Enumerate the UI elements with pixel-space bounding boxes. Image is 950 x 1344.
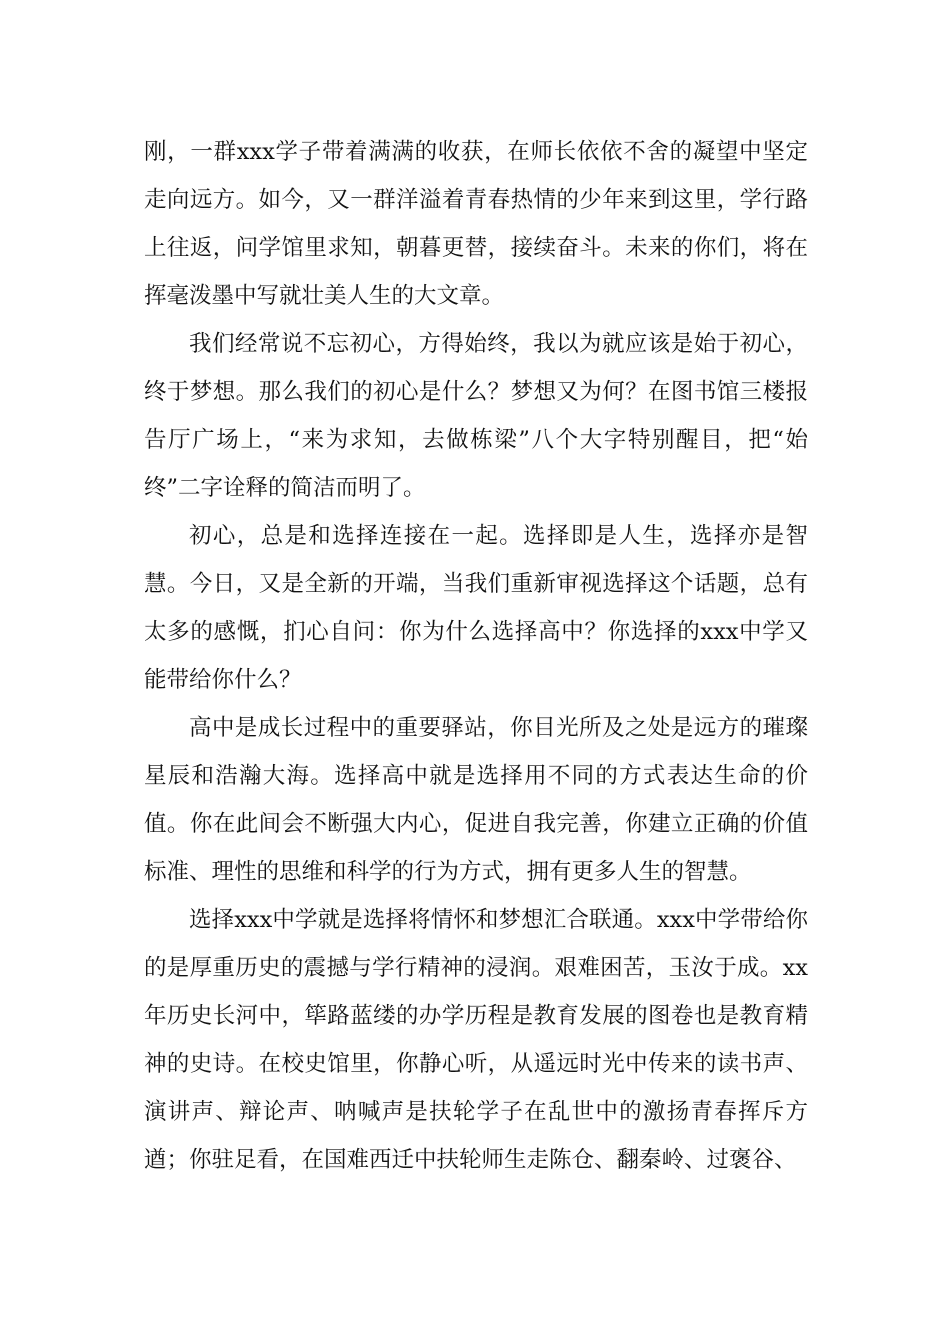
paragraph-3: 初心，总是和选择连接在一起。选择即是人生，选择亦是智慧。今日，又是全新的开端，当我们重新审视选择这个话题，总有太多的感慨，扪心自问：你为什么选择高中？你选择的xxx中学又能带给你什么？ <box>144 523 808 693</box>
paragraph-4: 高中是成长过程中的重要驿站，你目光所及之处是远方的璀璨星辰和浩瀚大海。选择高中就是选择用不同的方式表达生命的价值。你在此间会不断强大内心，促进自我完善，你建立正确的价值标准、理性的思维和科学的行为方式，拥有更多人生的智慧。 <box>144 715 808 885</box>
paragraph-1: 刚，一群xxx学子带着满满的收获，在师长依依不舍的凝望中坚定走向远方。如今，又一群洋溢着青春热情的少年来到这里，学行路上往返，问学馆里求知，朝暮更替，接续奋斗。未来的你们，将在挥毫泼墨中写就壮美人生的大文章。 <box>144 139 808 309</box>
document-body <box>144 128 808 1184</box>
paragraph-5: 选择xxx中学就是选择将情怀和梦想汇合联通。xxx中学带给你的是厚重历史的震撼与学行精神的浸润。艰难困苦，玉汝于成。xx年历史长河中，筚路蓝缕的办学历程是教育发展的图卷也是教育精神的史诗。在校史馆里，你静心听，从遥远时光中传来的读书声、演讲声、辩论声、呐喊声是扶轮学子在乱世中的激扬青春挥斥方遒；你驻足看，在国难西迁中扶轮师生走陈仓、翻秦岭、过褒谷、 <box>144 907 808 1173</box>
paragraph-2: 我们经常说不忘初心，方得始终，我以为就应该是始于初心，终于梦想。那么我们的初心是什么？梦想又为何？在图书馆三楼报告厅广场上，“来为求知，去做栋梁”八个大字特别醒目，把“始终”二字诠释的简洁而明了。 <box>144 331 808 501</box>
